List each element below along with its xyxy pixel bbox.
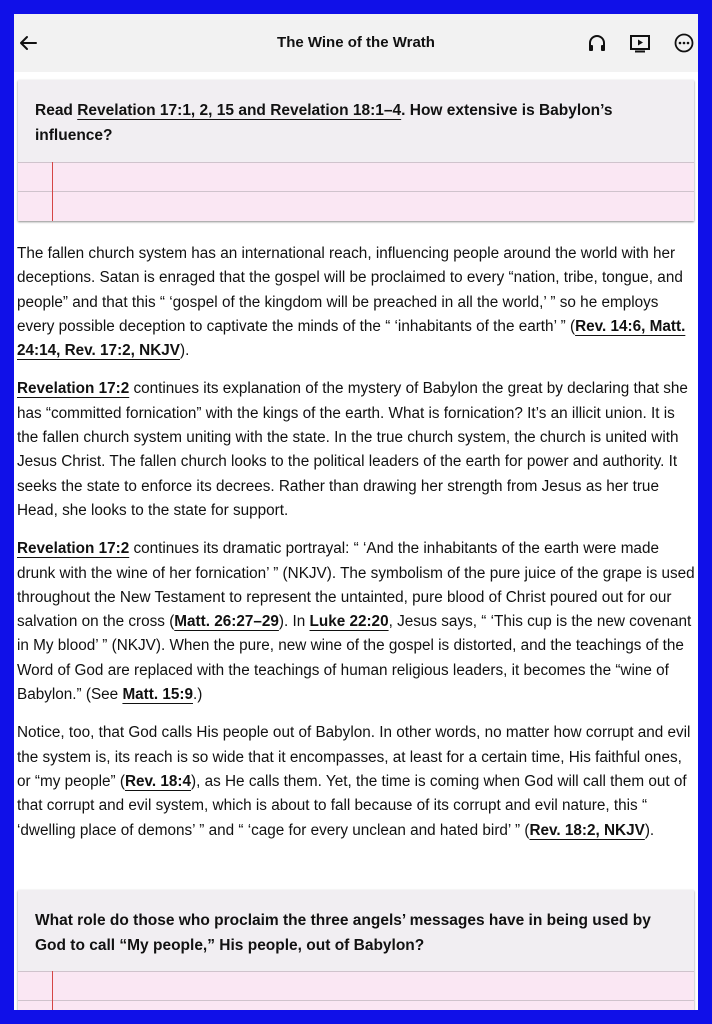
question-card-1 <box>18 80 694 221</box>
more-options-icon[interactable] <box>672 31 696 55</box>
paragraph-2 <box>17 377 696 523</box>
question-1-scripture-link[interactable]: Revelation 17:1, 2, 15 and Revelation 18:1–4 <box>77 102 402 119</box>
answer-area-2[interactable] <box>18 971 694 1010</box>
scripture-link[interactable]: Rev. 14:6, Matt. 24:14, Rev. 17:2, NKJV <box>17 317 686 360</box>
lesson-body <box>17 242 696 857</box>
paragraph-3-text: ). In <box>278 613 310 631</box>
paragraph-2-text: continues its explanation of the mystery of Babylon the great by declaring that she has “committed fornication” with the kings of the earth. What is fornication? It’s an illicit union. It is the fallen church system uniting with the state. In the true church system, the church is united with Jesus Christ. The fallen church looks to the political leaders of the earth for power and authority. It seeks the state to enforce its decrees. Rather than drawing her strength from Jesus as her true Head, she looks to the state for support. <box>17 380 688 519</box>
screen <box>14 14 698 1010</box>
answer-area-1[interactable] <box>18 162 694 221</box>
paragraph-4 <box>17 721 696 842</box>
scripture-link[interactable]: Luke 22:20 <box>309 613 389 631</box>
answer-rule-line <box>18 191 694 192</box>
paragraph-3-text: , Jesus says, “ ‘This cup is the new covenant in My blood’ ” (NKJV). When the pure, new wine of the gospel is distorted, and the teachings of the Word of God are replaced with the teachings of human religious leaders, it becomes the “wine of Babylon.” (See <box>17 613 692 704</box>
paragraph-3 <box>17 537 696 707</box>
video-play-icon[interactable] <box>628 31 652 55</box>
question-1-suffix: . How extensive is Babylon’s influence? <box>35 102 613 144</box>
paragraph-3-text: .) <box>193 686 203 704</box>
question-1-prefix: Read <box>35 102 78 119</box>
scripture-link[interactable]: Matt. 26:27–29 <box>174 613 279 631</box>
scripture-link[interactable]: Rev. 18:4 <box>124 772 192 790</box>
paragraph-1-end: ). <box>179 342 190 360</box>
paragraph-4-text: ). <box>644 821 655 839</box>
paragraph-3-text: continues its dramatic portrayal: “ ‘And the inhabitants of the earth were made drunk with the wine of her fornication’ ” (NKJV). The symbolism of the pure juice of the grape is used throughout the New Testament to represent the untainted, pure blood of Christ poured out for our salvation on the cross ( <box>17 540 695 631</box>
scripture-link[interactable]: Revelation 17:2 <box>17 380 130 398</box>
paragraph-1-text: The fallen church system has an international reach, influencing people around the world with her deceptions. Satan is enraged that the gospel will be proclaimed to every “nation, tribe, tongue, and people” and that this “ ‘gospel of the kingdom will be preached in all the world,’ ” so he employs every possible deception to captivate the minds of the “ ‘inhabitants of the earth’ ” ( <box>17 245 683 335</box>
answer-rule-line <box>18 162 694 163</box>
scripture-link[interactable]: Rev. 18:2, NKJV <box>529 821 645 839</box>
question-2-text: What role do those who proclaim the three angels’ messages have in being used by God to call “My people,” His people, out of Babylon? <box>35 912 651 954</box>
scripture-link[interactable]: Matt. 15:9 <box>122 686 193 704</box>
answer-margin-line <box>52 971 53 1010</box>
question-1-text <box>18 80 694 148</box>
paragraph-4-text: ), as He calls them. Yet, the time is coming when God will call them out of that corrupt and evil system, which is about to fall because of its corrupt and evil nature, this “ ‘dwelling place of demons’ ” and “ ‘cage for every unclean and hated bird’ ” ( <box>17 772 687 839</box>
paragraph-4-text: Notice, too, that God calls His people out of Babylon. In other words, no matter how corrupt and evil the system is, its reach is so wide that it encompasses, at least for a certain time, His faithful ones, or “my people” ( <box>17 724 691 790</box>
headphones-icon[interactable] <box>585 31 609 55</box>
top-app-bar <box>14 14 698 72</box>
question-card-2 <box>18 890 694 1010</box>
answer-margin-line <box>52 162 53 221</box>
answer-rule-line <box>18 971 694 972</box>
paragraph-1 <box>17 242 696 363</box>
answer-rule-line <box>18 1000 694 1001</box>
page-title: The Wine of the Wrath <box>277 34 435 51</box>
scripture-link[interactable]: Revelation 17:2 <box>17 540 130 558</box>
